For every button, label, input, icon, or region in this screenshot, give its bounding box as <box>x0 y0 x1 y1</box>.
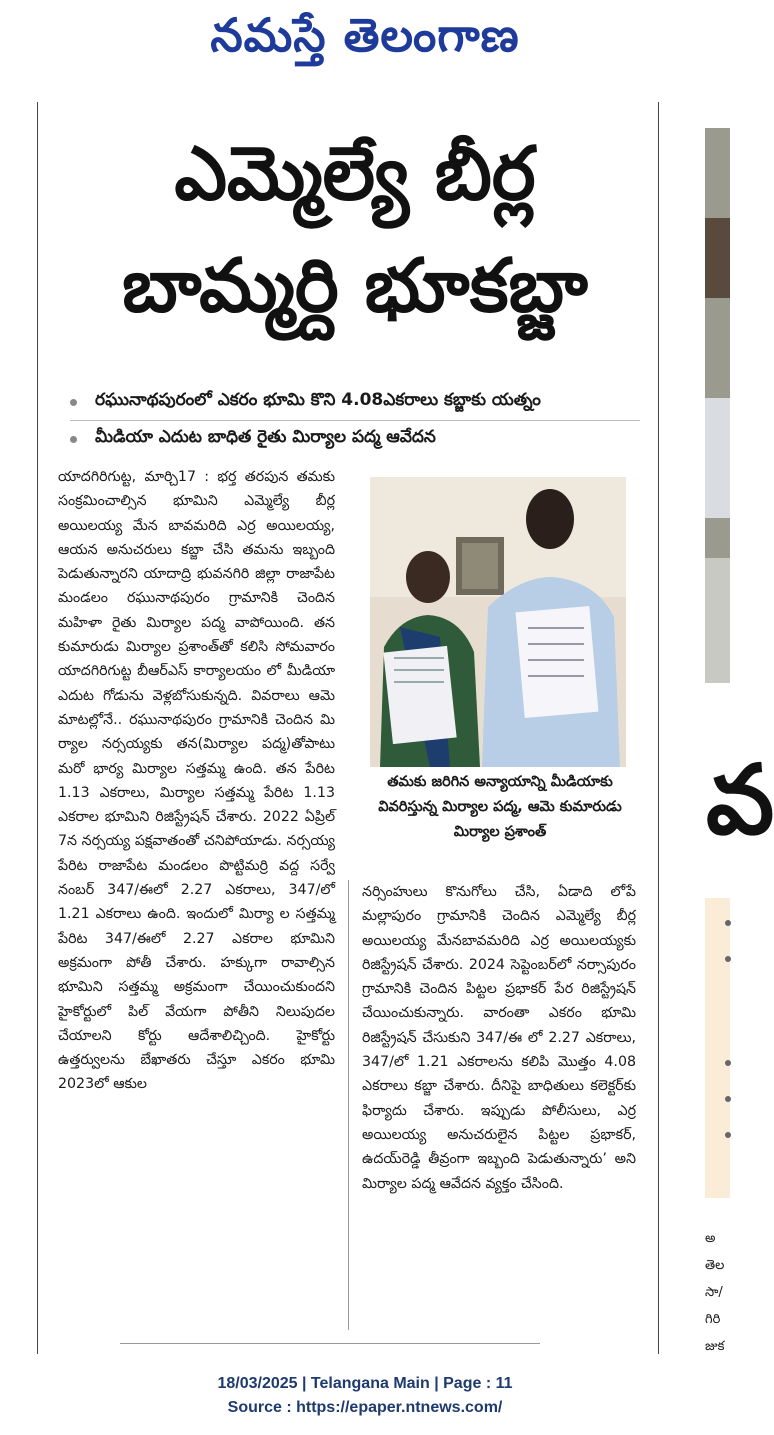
adjacent-bullet-icon <box>725 1096 731 1102</box>
article-body-column-2: నర్సింహులు కొనుగోలు చేసి, ఏడాది లోపే మల్లాపురం గ్రామానికి చెందిన ఎమ్మెల్యే బీర్ల అయిలయ్య మేనబావమరిది ఎర్ర అయిలయ్యకు రిజిస్ట్రేషన్ చేశారు. 2024 సెప్టెంబర్‌లో నర్సాపురం గ్రామానికి చెందిన పిట్టల ప్రభాకర్ పేర రిజిస్ట్రేషన్ చేయించుకున్నారు. వారంతా ఎకరం భూమి రిజిస్ట్రేషన్ చేసుకుని 347/ఈ లో 2.27 ఎకరాలు, 347/లో 1.21 ఎకరాలను కలిపి మొత్తం 4.08 ఎకరాలు కబ్జా చేశారు. దీనిపై బాధితులు కలెక్టర్‌కు ఫిర్యాదు చేశారు. ఇప్పుడు పోలీసులు, ఎర్ర అయిలయ్య అనుచరులైన పిట్టల ప్రభాకర్, ఉదయ్‌రెడ్డి తీవ్రంగా ఇబ్బంది పెడుతున్నారు’ అని మిర్యాల పద్మ ఆవేదన వ్యక్తం చేసింది. <box>362 884 636 1192</box>
adjacent-article-photo <box>705 128 730 683</box>
adjacent-text-line: సా/ <box>705 1285 723 1300</box>
adjacent-article-text <box>705 1225 730 1360</box>
footer-source-link[interactable]: Source : https://epaper.ntnews.com/ <box>227 1399 503 1416</box>
footer-edition-info: 18/03/2025 | Telangana Main | Page : 11 <box>217 1375 513 1392</box>
bullet-text: రఘునాథపురంలో ఎకరం భూమి కొని 4.08ఎకరాలు కబ్జాకు యత్నం <box>95 390 541 410</box>
subheading-bullets <box>70 384 640 457</box>
photo-caption: తమకు జరిగిన అన్యాయాన్ని మీడియాకు వివరిస్తున్న మిర్యాల పద్మ, ఆమె కుమారుడు మిర్యాల ప్రశాంత్ <box>378 774 622 840</box>
bullet-item <box>70 384 640 420</box>
headline-line-2: బామ్మర్ది భూకబ్జా <box>122 243 588 329</box>
bullet-text: మీడియా ఎదుట బాధిత రైతు మిర్యాల పద్మ ఆవేదన <box>95 427 436 447</box>
adjacent-highlight-box <box>705 898 730 1198</box>
column-divider <box>348 880 349 1330</box>
bullet-dot-icon <box>70 436 77 443</box>
adjacent-text-line: తెల <box>705 1258 725 1273</box>
adjacent-bullet-icon <box>725 920 731 926</box>
adjacent-photo-illustration <box>705 128 730 683</box>
adjacent-bullet-icon <box>725 1132 731 1138</box>
adjacent-text-line: జుక <box>705 1339 725 1354</box>
adjacent-text-line: అ <box>705 1231 716 1246</box>
left-column-rule <box>37 102 38 1354</box>
bullet-dot-icon <box>70 399 77 406</box>
adjacent-text-line: గిరి <box>705 1312 721 1327</box>
adjacent-bullet-icon <box>725 1060 731 1066</box>
article-headline <box>60 118 650 342</box>
adjacent-bullet-icon <box>725 956 731 962</box>
page-footer <box>0 1372 730 1420</box>
right-column-rule <box>658 102 659 1354</box>
photo-illustration <box>370 477 626 767</box>
news-photo <box>370 477 626 767</box>
article-bottom-rule <box>120 1343 540 1344</box>
bullet-item <box>70 420 640 457</box>
adjacent-headline-fragment: వ <box>706 744 774 856</box>
masthead-logo: నమస్తే తెలంగాణ <box>210 8 520 62</box>
article-body-column-1: యాదగిరిగుట్ట, మార్చి17 : భర్త తరపున తమకు సంక్రమించాల్సిన భూమిని ఎమ్మెల్యే బీర్ల అయిలయ్య మేన బావమరిది ఎర్ర అయిలయ్య, ఆయన అనుచరులు కబ్జా చేసి తమను ఇబ్బంది పెడుతున్నారని యాదాద్రి భువనగిరి జిల్లా రాజాపేట మండలం రఘునాథపురం గ్రామానికి చెందిన మహిళా రైతు మిర్యాల పద్మ వాపోయింది. తన కుమారుడు మిర్యాల ప్రశాంత్‌తో కలిసి సోమవారం యాదగిరిగుట్ట బీఆర్‌ఎస్ కార్యాలయం లో మీడియా ఎదుట గోడును వెళ్లబోసుకున్నది. వివరాలు ఆమె మాటల్లోనే.. రఘునాథపురం గ్రామానికి చెందిన మి ర్యాల నర్సయ్యకు తన(మిర్యాల పద్మ)తోపాటు మరో భార్య మిర్యాల సత్తమ్మ ఉంది. తన పేరిట 1.13 ఎకరాలు, మిర్యాల సత్తమ్మ పేరిట 1.13 ఎకరాల భూమిని రిజిస్ట్రేషన్ చేశారు. 2022 ఏప్రిల్ 7న నర్సయ్య పక్షవాతంతో చనిపోయాడు. నర్సయ్య పేరిట రాజాపేట మండలం పొట్టిమర్రి వద్ద సర్వే నంబర్ 347/ఈలో 2.27 ఎకరాలు, 347/లో 1.21 ఎకరాలు ఉంది. ఇందులో మిర్యా ల సత్తమ్మ పేరిట 347/ఈలో 2.27 ఎకరాల భూమిని అక్రమంగా పోతీ చేశారు. హక్కుగా రావాల్సిన భూమిని సత్తమ్మ అక్రమంగా చేయించుకుందని హైకోర్టులో పిల్ వేయగా పోతీని నిలుపుదల చేయాలని కోర్టు ఆదేశాలిచ్చింది. హైకోర్టు ఉత్తర్వులను బేఖాతరు చేస్తూ ఎకరం భూమి 2023లో ఆకుల <box>58 469 335 1093</box>
headline-line-1: ఎమ్మెల్యే బీర్ల <box>174 131 536 217</box>
